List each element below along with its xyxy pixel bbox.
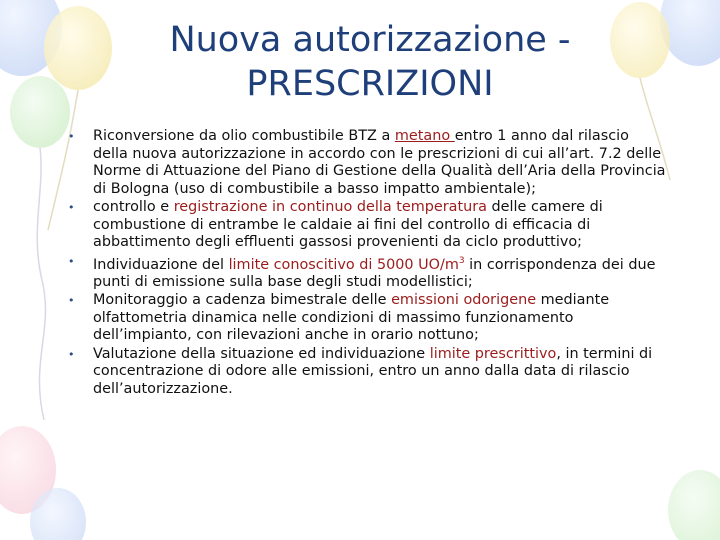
bullet-text: controllo e [93, 199, 174, 215]
bullet-highlight-text: registrazione in continuo della temperatura [173, 199, 487, 215]
bullet-dot-icon: • [68, 294, 75, 308]
bullet-item [68, 346, 668, 399]
bullet-text: , in termini di concentrazione di odore alle emissioni, entro un anno dalla data di rilascio dell’autorizzazione. [93, 345, 653, 397]
bullet-text: Monitoraggio a cadenza bimestrale delle [93, 292, 392, 309]
balloon-green-right [668, 470, 720, 540]
bullet-highlight-text: emissioni odorigene [391, 292, 537, 309]
bullet-highlight-text: limite conoscitivo di 5000 UO/m [228, 256, 459, 273]
bullet-text: Valutazione della situazione ed individuazione [93, 345, 430, 362]
bullet-text: Riconversione da olio combustibile BTZ a [93, 128, 395, 144]
bullet-item [68, 292, 668, 345]
balloon-green [10, 76, 70, 148]
bullet-item [68, 253, 668, 292]
bullet-dot-icon: • [68, 201, 75, 214]
bullet-text: in corrispondenza dei due punti di emissione sulla base degli studi modellistici; [93, 256, 656, 290]
bullet-text: delle camere di combustione di entrambe le caldaie ai fini del controllo di efficacia di abbattimento degli effluenti gassosi provenienti da ciclo produttivo; [93, 199, 603, 250]
bullet-dot-icon: • [68, 254, 75, 268]
bullet-item [68, 199, 668, 252]
bullet-text: Individuazione del [93, 256, 229, 273]
bullet-text: mediante olfattometria dinamica nelle condizioni di massimo funzionamento dell’impianto, con rilevazioni anche in orario nottuno; [93, 292, 610, 344]
bullet-text: entro 1 anno dal rilascio della nuova autorizzazione in accordo con le prescrizioni di cui all’art. 7.2 delle Norme di Attuazione del Piano di Gestione della Qualità dell’Aria della Provincia di Bologna (uso di combustibile a basso impatto ambientale); [93, 128, 666, 197]
bullet-dot-icon: • [68, 130, 75, 143]
title-line-2: PRESCRIZIONI [246, 64, 494, 104]
bullet-highlight-text: limite prescrittivo [429, 345, 557, 362]
slide-title [90, 18, 650, 106]
bullet-list [68, 128, 668, 399]
bullet-highlight-text: 3 [458, 255, 465, 266]
bullet-dot-icon: • [68, 347, 75, 361]
bullet-highlight-text: metano [394, 128, 455, 144]
bullet-item [68, 128, 668, 198]
title-line-1: Nuova autorizzazione - [169, 20, 571, 60]
